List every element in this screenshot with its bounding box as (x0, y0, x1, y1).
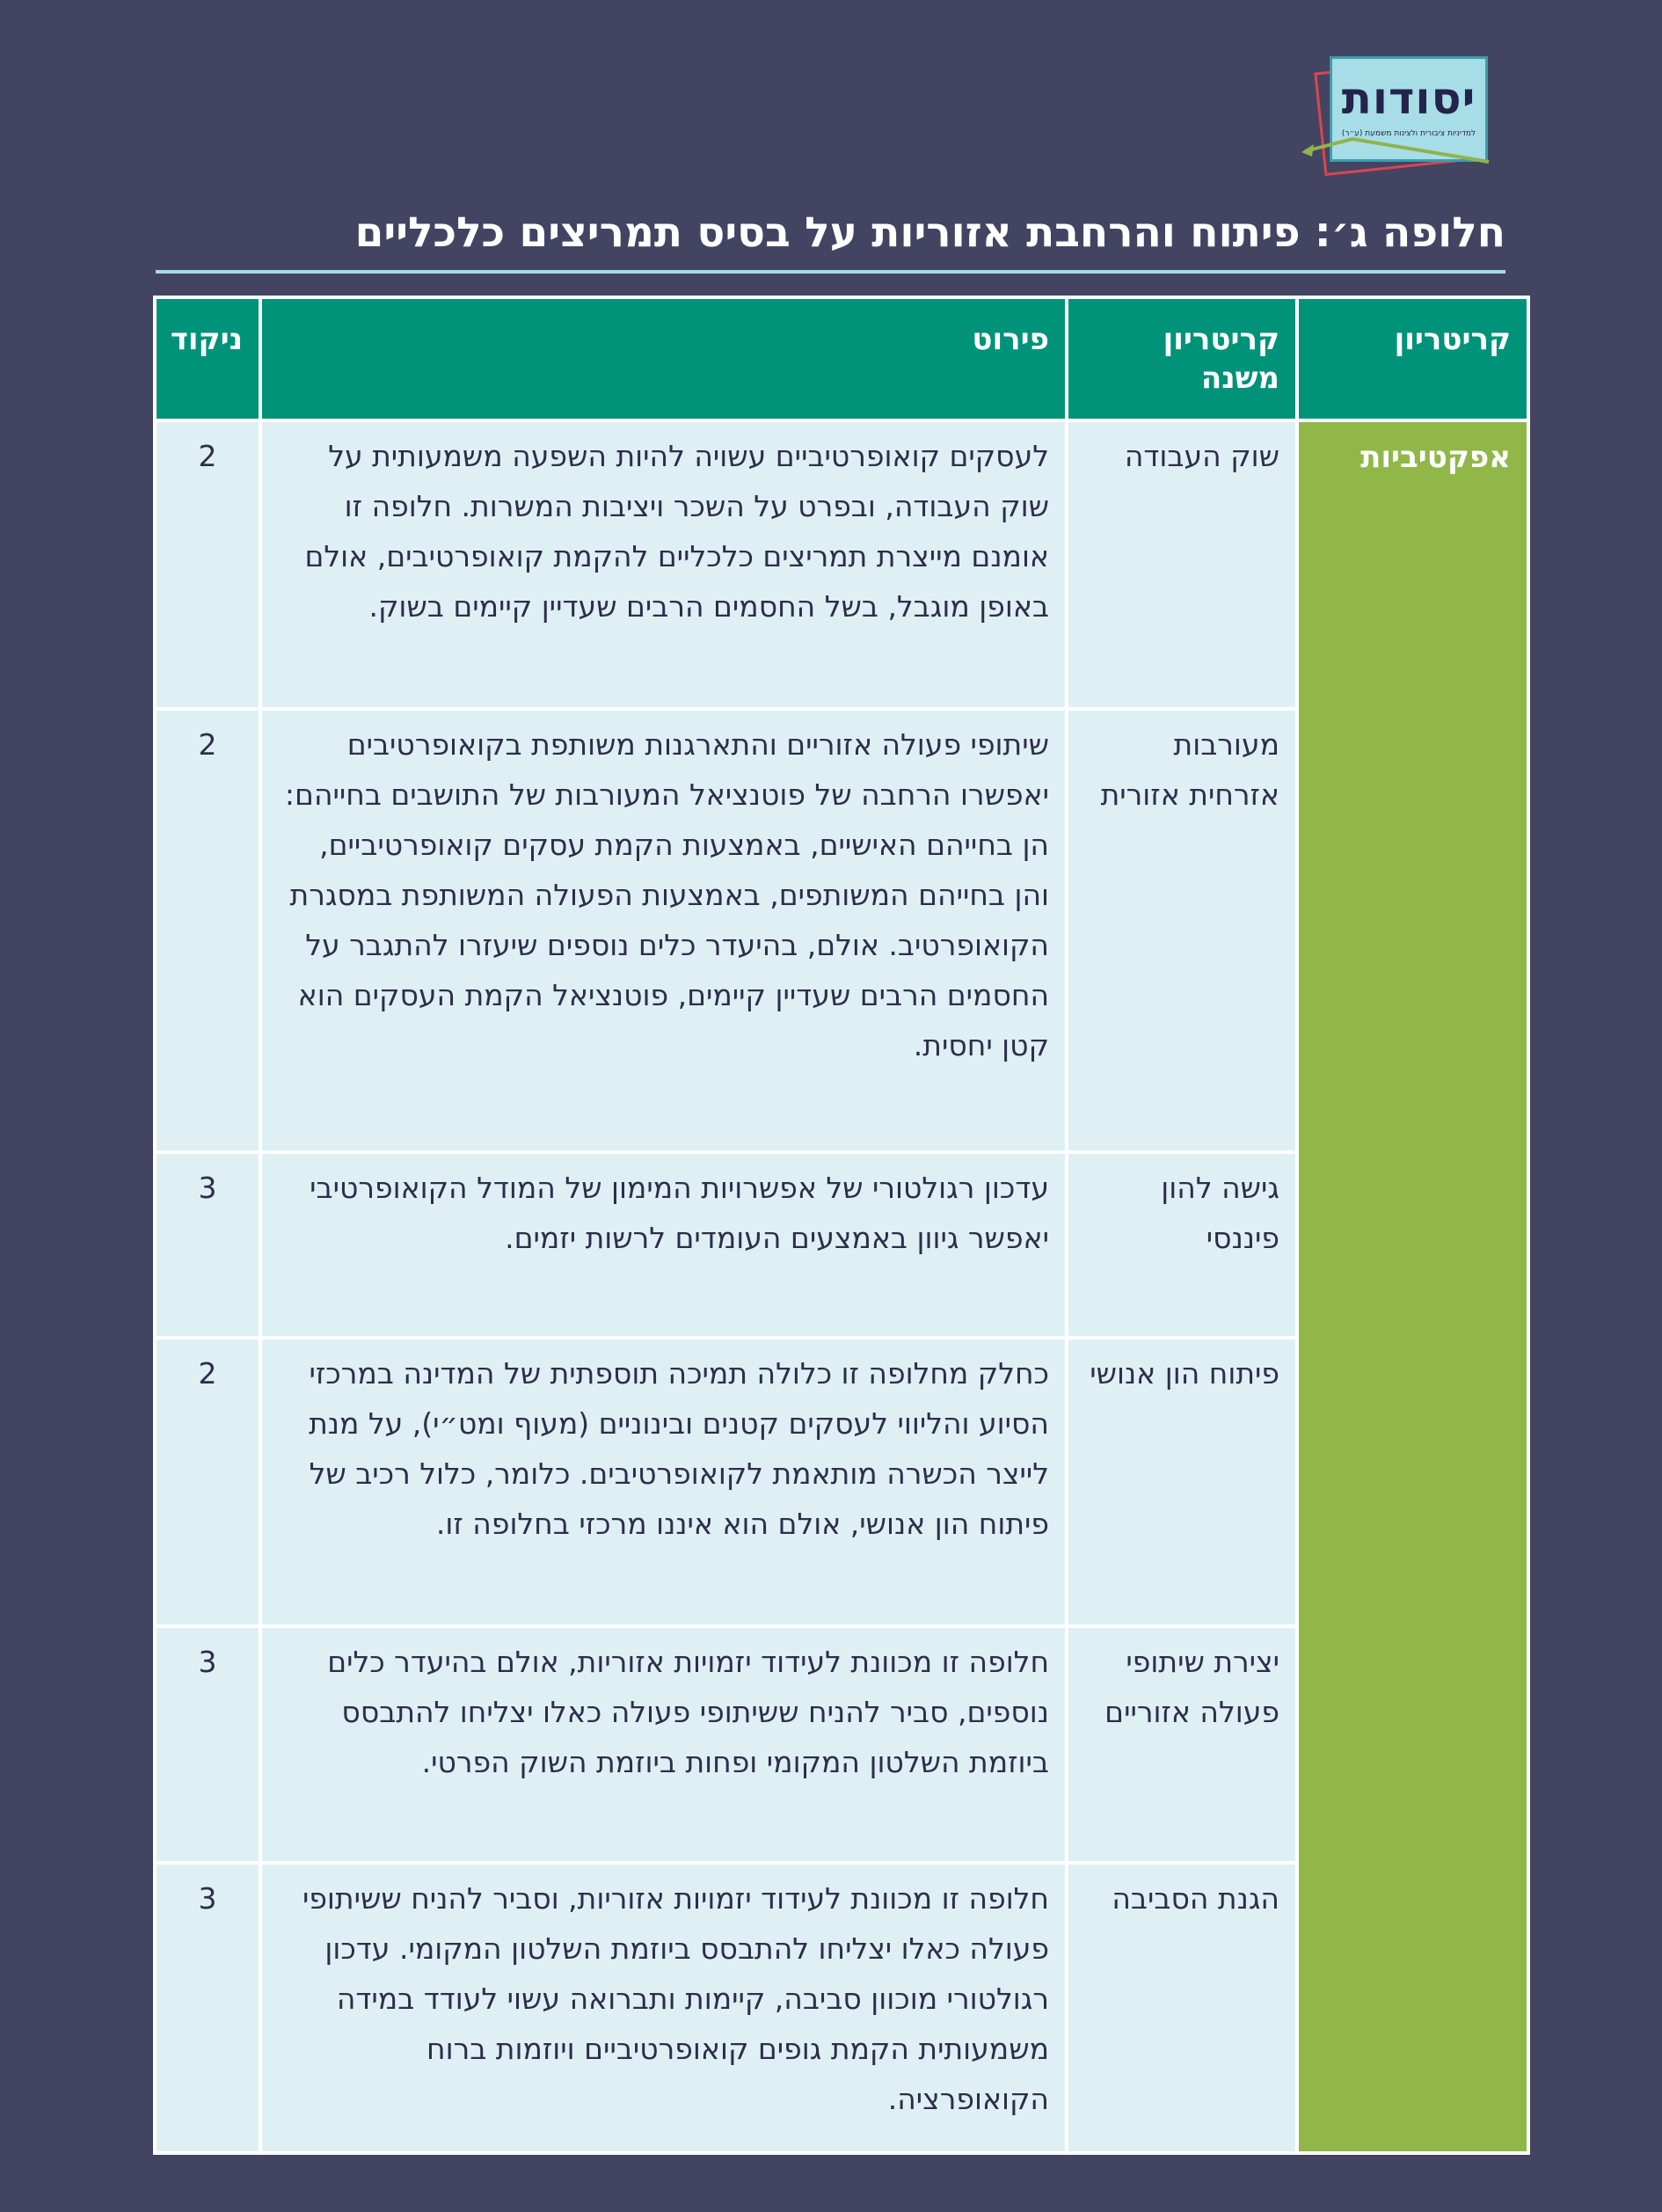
detail-cell: חלופה זו מכוונת לעידוד יזמויות אזוריות, וסביר להניח ששיתופי פעולה כאלו יצליחו להתבסס ביוזמת השלטון המקומי. עדכון רגולטורי מוכוון סביבה, קיימות ותברואה עשוי לעודד במידה משמעותית הקמת גופים קואופרטיביים ויוזמות ברוח הקואופרציה. (260, 1863, 1067, 2153)
sub-criterion-cell: מעורבות אזרחית אזורית (1067, 709, 1297, 1152)
sub-criterion-cell: פיתוח הון אנושי (1067, 1338, 1297, 1626)
category-cell: אפקטיביות (1297, 420, 1528, 2153)
logo-tagline: למדיניות ציבורית ולצינות משמעת (ע״ר) (1341, 129, 1476, 138)
score-cell: 3 (155, 1152, 260, 1338)
detail-cell: לעסקים קואופרטיביים עשויה להיות השפעה משמעותית על שוק העבודה, ובפרט על השכר ויציבות המשרות. חלופה זו אומנם מייצרת תמריצים כלכליים להקמת קואופרטיבים, אולם באופן מוגבל, בשל החסמים הרבים שעדיין קיימים בשוק. (260, 420, 1067, 709)
page-title: חלופה ג׳: פיתוח והרחבת אזוריות על בסיס תמריצים כלכליים (354, 208, 1505, 257)
score-cell: 2 (155, 709, 260, 1152)
score-cell: 3 (155, 1626, 260, 1863)
logo-wordmark: יסודות (1341, 73, 1476, 124)
criteria-table (153, 296, 1530, 2155)
detail-cell: חלופה זו מכוונת לעידוד יזמויות אזוריות, אולם בהיעדר כלים נוספים, סביר להניח ששיתופי פעולה כאלו יצליחו להתבסס ביוזמת השלטון המקומי ופחות ביוזמת השוק הפרטי. (260, 1626, 1067, 1863)
table-header-row (155, 297, 1528, 420)
header-detail: פירוט (260, 297, 1067, 420)
logo (1300, 53, 1502, 185)
detail-cell: שיתופי פעולה אזוריים והתארגנות משותפת בקואופרטיבים יאפשרו הרחבה של פוטנציאל המעורבות של התושבים בחייהם: הן בחייהם האישיים, באמצעות הקמת עסקים קואופרטיביים, והן בחייהם המשותפים, באמצעות הפעולה המשותפת במסגרת הקואופרטיב. אולם, בהיעדר כלים נוספים שיעזרו להתגבר על החסמים הרבים שעדיין קיימים, פוטנציאל הקמת העסקים הוא קטן יחסית. (260, 709, 1067, 1152)
title-divider (156, 270, 1505, 274)
score-cell: 3 (155, 1863, 260, 2153)
sub-criterion-cell: יצירת שיתופי פעולה אזוריים (1067, 1626, 1297, 1863)
header-score: ניקוד (155, 297, 260, 420)
score-cell: 2 (155, 420, 260, 709)
detail-cell: כחלק מחלופה זו כלולה תמיכה תוספתית של המדינה במרכזי הסיוע והליווי לעסקים קטנים ובינוניים (מעוף ומט״י), על מנת לייצר הכשרה מותאמת לקואופרטיבים. כלומר, כלול רכיב של פיתוח הון אנושי, אולם הוא איננו מרכזי בחלופה זו. (260, 1338, 1067, 1626)
sub-criterion-cell: הגנת הסביבה (1067, 1863, 1297, 2153)
logo-arrow-icon (1300, 53, 1502, 185)
detail-cell: עדכון רגולטורי של אפשרויות המימון של המודל הקואופרטיבי יאפשר גיוון באמצעים העומדים לרשות יזמים. (260, 1152, 1067, 1338)
score-cell: 2 (155, 1338, 260, 1626)
sub-criterion-cell: גישה להון פיננסי (1067, 1152, 1297, 1338)
table-row (155, 420, 1528, 709)
sub-criterion-cell: שוק העבודה (1067, 420, 1297, 709)
header-criterion: קריטריון (1297, 297, 1528, 420)
header-sub-criterion: קריטריון משנה (1067, 297, 1297, 420)
